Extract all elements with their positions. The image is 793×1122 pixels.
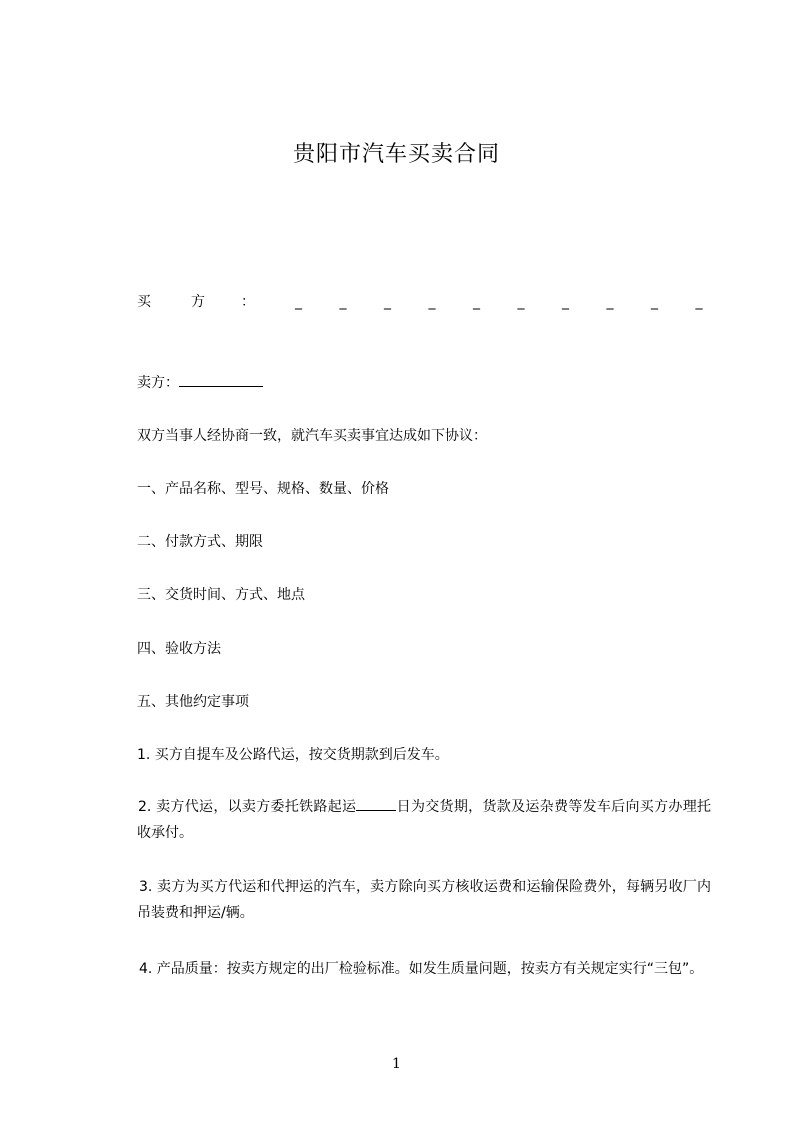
section-heading: 五、其他约定事项 <box>137 694 249 710</box>
clause-item-2-text-b: 日为交货期，货款及运杂费等发车后向买方办理托收承付。 <box>137 799 711 841</box>
blank-dash: _ <box>473 294 480 310</box>
blank-dash: _ <box>695 294 703 310</box>
buyer-colon: ： <box>241 294 255 310</box>
blank-dash: _ <box>428 294 436 310</box>
clause-item-3: 3. 卖方为买方代运和代押运的汽车，卖方除向买方核收运费和运输保险费外，每辆另收厂内吊装费和押运/辆。 <box>137 879 711 921</box>
buyer-line <box>137 292 712 312</box>
blank-dash: _ <box>339 294 347 310</box>
clause-item-1: 1. 买方自提车及公路代运，按交货期款到后发车。 <box>137 747 449 763</box>
clause-item-4: 4. 产品质量：按卖方规定的出厂检验标准。如发生质量问题，按卖方有关规定实行“三包”。 <box>139 961 704 977</box>
section-heading: 二、付款方式、期限 <box>137 534 263 550</box>
blank-dash: _ <box>295 294 302 310</box>
clause-item-2 <box>137 794 711 846</box>
blank-dash: _ <box>606 294 614 310</box>
blank-dash: _ <box>384 294 391 310</box>
delivery-date-blank <box>356 796 396 811</box>
page-number: 1 <box>392 1056 401 1072</box>
document-title: 贵阳市汽车买卖合同 <box>292 142 500 167</box>
blank-dash: _ <box>651 294 658 310</box>
section-heading: 一、产品名称、型号、规格、数量、价格 <box>137 481 389 497</box>
buyer-label-char-2: 方 <box>191 294 205 310</box>
section-heading: 三、交货时间、方式、地点 <box>137 587 305 603</box>
section-heading: 四、验收方法 <box>137 641 221 657</box>
buyer-blank <box>295 292 740 312</box>
seller-label: 卖方： <box>137 375 179 391</box>
clause-item-2-text-a: 2. 卖方代运，以卖方委托铁路起运 <box>138 799 357 815</box>
buyer-label-char-1: 买 <box>137 294 151 310</box>
seller-blank <box>179 372 263 387</box>
blank-dash: _ <box>517 294 525 310</box>
intro-text: 双方当事人经协商一致，就汽车买卖事宜达成如下协议： <box>137 428 487 444</box>
seller-line <box>137 372 712 393</box>
blank-dash: _ <box>562 294 569 310</box>
